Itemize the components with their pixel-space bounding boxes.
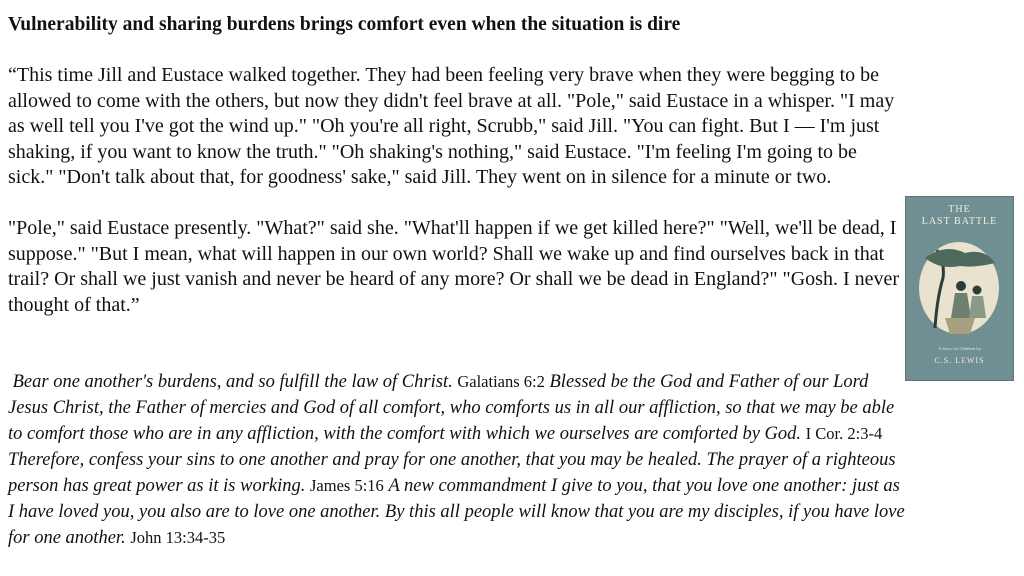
scripture-verses: [8, 369, 908, 552]
verse-text: Therefore, confess your sins to one another and pray for one another, that you may be healed. The prayer of a righteous person has great power as it is working.: [8, 449, 896, 496]
verse-reference: James 5:16: [310, 476, 384, 495]
quote-paragraph-1: “This time Jill and Eustace walked together. They had been feeling very brave when they were begging to be allowed to come with the others, but now they didn't feel brave at all. "Pole," said Eustace in a whisper. "I may as well tell you I've got the wind up." "Oh you're all right, Scrubb," said Jill. "You can fight. But I — I'm just shaking, if you want to know the truth." "Oh shaking's nothing," said Eustace. "I'm feeling I'm going to be sick." "Don't talk about that, for goodness' sake," said Jill. They went on in silence for a minute or two.: [8, 64, 895, 188]
verse-text: A new commandment I give to you, that you love one another: just as I have loved you, you also are to love one another. By this all people will know that you are my disciples, if you have love for one another.: [8, 476, 905, 548]
book-cover-illustration: [915, 238, 1004, 338]
book-quote: [8, 63, 906, 318]
verse-reference: Galatians 6:2: [457, 372, 545, 391]
verse-text: Bear one another's burdens, and so fulfill the law of Christ.: [12, 372, 453, 392]
figure-head: [956, 281, 966, 291]
book-cover-author: C.S. LEWIS: [934, 356, 985, 365]
figure-head: [973, 286, 982, 295]
book-cover-image: [905, 196, 1014, 381]
verse-reference: I Cor. 2:3-4: [805, 424, 883, 443]
ground: [945, 318, 975, 334]
book-cover-subtitle: A Story for Children by: [938, 346, 981, 351]
book-cover-title: THE LAST BATTLE: [921, 204, 998, 227]
quote-paragraph-2: "Pole," said Eustace presently. "What?" said she. "What'll happen if we get killed here?" "Well, we'll be dead, I suppose." "But I mean, what will happen in our own world? Shall we wake up and find ourselves back in that trail? Or shall we just vanish and never be heard of any more? Or shall we be dead in England?" "Gosh. I never thought of that.”: [8, 217, 900, 316]
verse-reference: John 13:34-35: [130, 528, 226, 547]
slide-title: Vulnerability and sharing burdens brings comfort even when the situation is dire: [8, 14, 681, 35]
verse-text: Blessed be the God and Father of our Lord Jesus Christ, the Father of mercies and God of all comfort, who comforts us in all our affliction, so that we may be able to comfort those who are in any affliction, with the comfort with which we ourselves are comforted by God.: [8, 372, 895, 444]
